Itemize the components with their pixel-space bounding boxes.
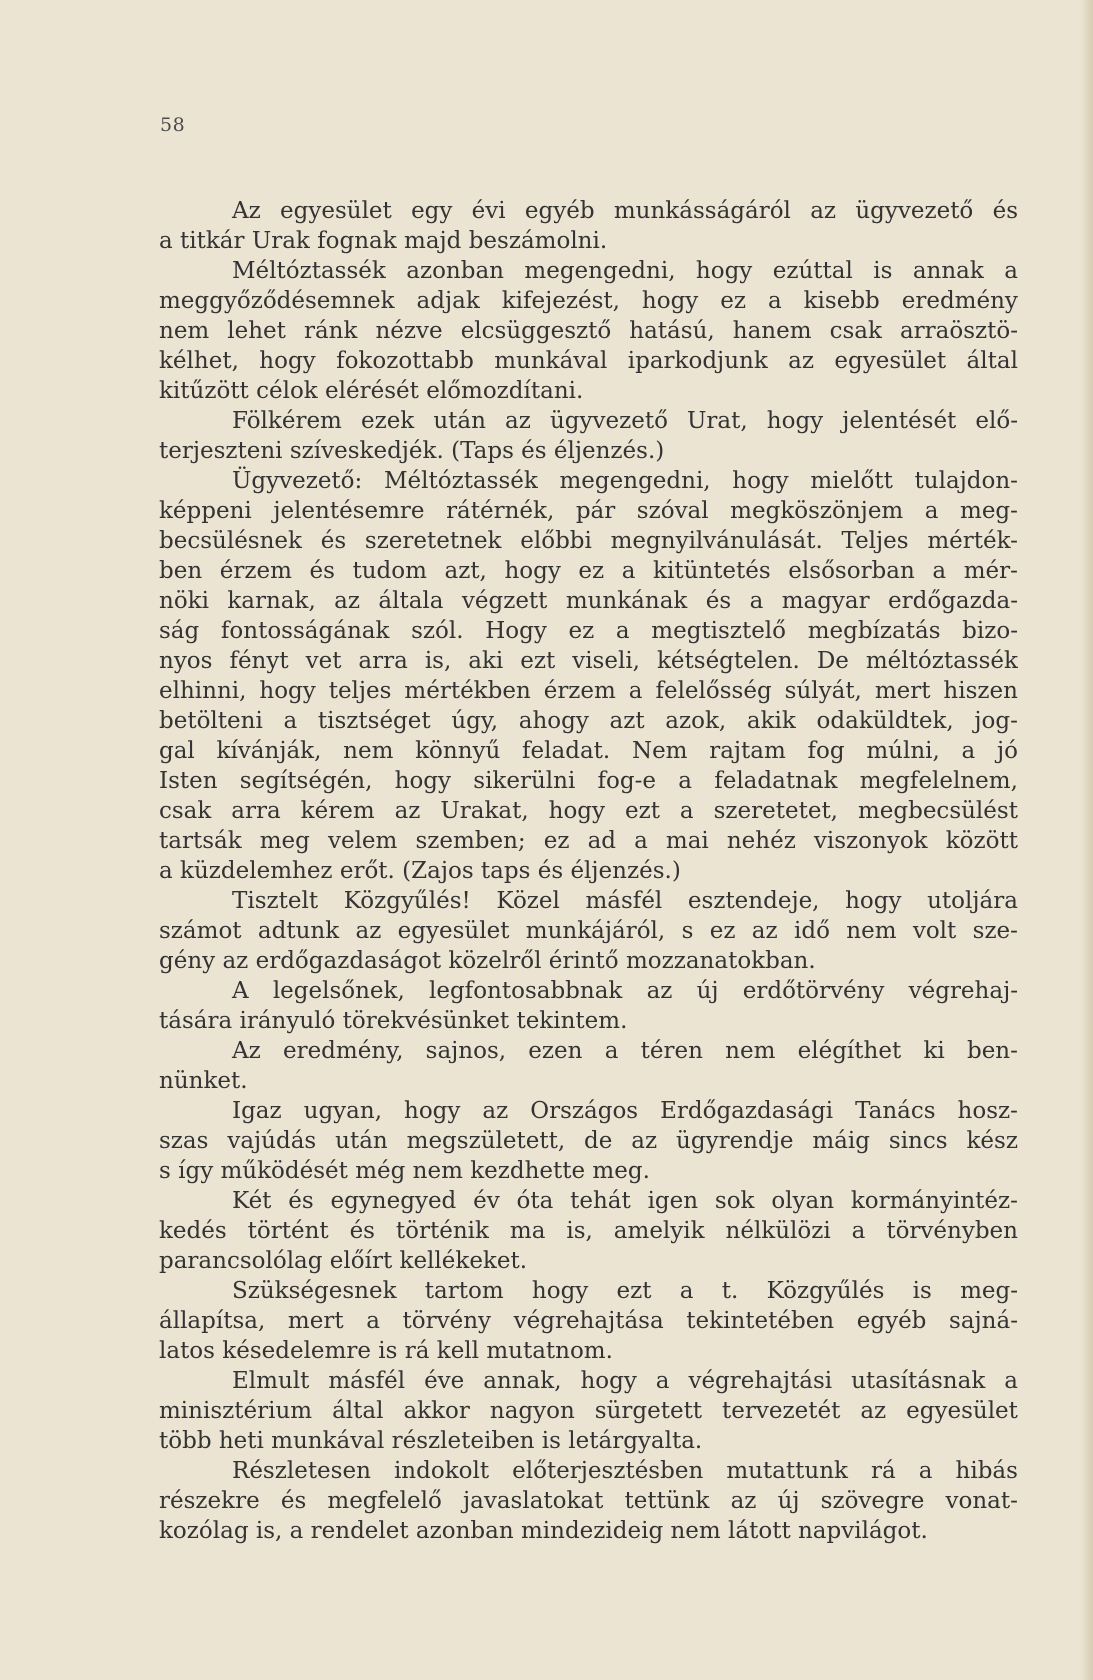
text-line: Ügyvezető: Méltóztassék megengedni, hogy mielőtt tulajdon-	[232, 468, 1018, 494]
text-line: parancsolólag előírt kellékeket.	[159, 1248, 528, 1274]
paragraph	[159, 1096, 1018, 1186]
paragraph	[159, 1036, 1018, 1096]
text-line: becsülésnek és szeretetnek előbbi megnyilvánulását. Teljes mérték-	[159, 528, 1018, 554]
text-line: képpeni jelentésemre rátérnék, pár szóval megköszönjem a meg-	[159, 498, 1018, 524]
text-line: minisztérium által akkor nagyon sürgetett tervezetét az egyesület	[159, 1398, 1018, 1424]
text-line: gal kívánják, nem könnyű feladat. Nem rajtam fog múlni, a jó	[159, 738, 1018, 764]
text-line: kozólag is, a rendelet azonban mindezideig nem látott napvilágot.	[159, 1518, 928, 1544]
text-line: gény az erdőgazdaságot közelről érintő mozzanatokban.	[159, 948, 816, 974]
paragraph	[159, 1186, 1018, 1276]
paragraph	[159, 406, 1018, 466]
text-line: nünket.	[159, 1068, 248, 1094]
paragraph	[159, 196, 1018, 256]
text-body	[159, 196, 1018, 1546]
text-line: csak arra kérem az Urakat, hogy ezt a szeretetet, megbecsülést	[159, 798, 1018, 824]
text-line: A legelsőnek, legfontosabbnak az új erdőtörvény végrehaj-	[232, 978, 1018, 1004]
text-line: kitűzött célok elérését előmozdítani.	[159, 378, 584, 404]
paragraph	[159, 1366, 1018, 1456]
text-line: Igaz ugyan, hogy az Országos Erdőgazdasági Tanács hosz-	[232, 1098, 1018, 1124]
text-line: Az egyesület egy évi egyéb munkásságáról az ügyvezető és	[232, 198, 1018, 224]
text-line: tartsák meg velem szemben; ez ad a mai nehéz viszonyok között	[159, 828, 1018, 854]
text-line: s így működését még nem kezdhette meg.	[159, 1158, 650, 1184]
text-line: a küzdelemhez erőt. (Zajos taps és éljenzés.)	[159, 858, 681, 884]
paragraph	[159, 886, 1018, 976]
text-line: tására irányuló törekvésünket tekintem.	[159, 1008, 628, 1034]
text-line: részekre és megfelelő javaslatokat tettünk az új szövegre vonat-	[159, 1488, 1018, 1514]
paragraph	[159, 976, 1018, 1036]
paragraph	[159, 1276, 1018, 1366]
text-line: latos késedelemre is rá kell mutatnom.	[159, 1338, 613, 1364]
text-line: Elmult másfél éve annak, hogy a végrehajtási utasításnak a	[232, 1368, 1018, 1394]
paragraph	[159, 466, 1018, 886]
text-line: Méltóztassék azonban megengedni, hogy ezúttal is annak a	[232, 258, 1018, 284]
text-line: Tisztelt Közgyűlés! Közel másfél esztendeje, hogy utoljára	[232, 888, 1018, 914]
text-line: Részletesen indokolt előterjesztésben mutattunk rá a hibás	[232, 1458, 1018, 1484]
text-line: Két és egynegyed év óta tehát igen sok olyan kormányintéz-	[232, 1188, 1018, 1214]
text-line: több heti munkával részleteiben is letárgyalta.	[159, 1428, 703, 1454]
text-line: Szükségesnek tartom hogy ezt a t. Közgyűlés is meg-	[232, 1278, 1018, 1304]
page-number: 58	[160, 114, 186, 136]
text-line: szas vajúdás után megszületett, de az ügyrendje máig sincs kész	[159, 1128, 1018, 1154]
text-line: a titkár Urak fognak majd beszámolni.	[159, 228, 608, 254]
text-line: nyos fényt vet arra is, aki ezt viseli, kétségtelen. De méltóztassék	[159, 648, 1018, 674]
paragraph	[159, 1456, 1018, 1546]
page-edge-shadow	[1081, 0, 1093, 1680]
text-line: meggyőződésemnek adjak kifejezést, hogy ez a kisebb eredmény	[159, 288, 1018, 314]
text-line: nöki karnak, az általa végzett munkának és a magyar erdőgazda-	[159, 588, 1018, 614]
text-line: ben érzem és tudom azt, hogy ez a kitüntetés elsősorban a mér-	[159, 558, 1018, 584]
text-line: állapítsa, mert a törvény végrehajtása tekintetében egyéb sajná-	[159, 1308, 1018, 1334]
text-line: kélhet, hogy fokozottabb munkával iparkodjunk az egyesület által	[159, 348, 1018, 374]
text-line: nem lehet ránk nézve elcsüggesztő hatású, hanem csak arraösztö-	[159, 318, 1018, 344]
text-line: kedés történt és történik ma is, amelyik nélkülözi a törvényben	[159, 1218, 1018, 1244]
text-line: Isten segítségén, hogy sikerülni fog-e a feladatnak megfelelnem,	[159, 768, 1018, 794]
text-line: betölteni a tisztséget úgy, ahogy azt azok, akik odaküldtek, jog-	[159, 708, 1018, 734]
text-line: ság fontosságának szól. Hogy ez a megtisztelő megbízatás bizo-	[159, 618, 1018, 644]
text-line: Fölkérem ezek után az ügyvezető Urat, hogy jelentését elő-	[232, 408, 1018, 434]
paragraph	[159, 256, 1018, 406]
text-line: elhinni, hogy teljes mértékben érzem a felelősség súlyát, mert hiszen	[159, 678, 1018, 704]
text-line: terjeszteni szíveskedjék. (Taps és éljenzés.)	[159, 438, 665, 464]
text-line: számot adtunk az egyesület munkájáról, s ez az idő nem volt sze-	[159, 918, 1018, 944]
text-line: Az eredmény, sajnos, ezen a téren nem elégíthet ki ben-	[232, 1038, 1018, 1064]
